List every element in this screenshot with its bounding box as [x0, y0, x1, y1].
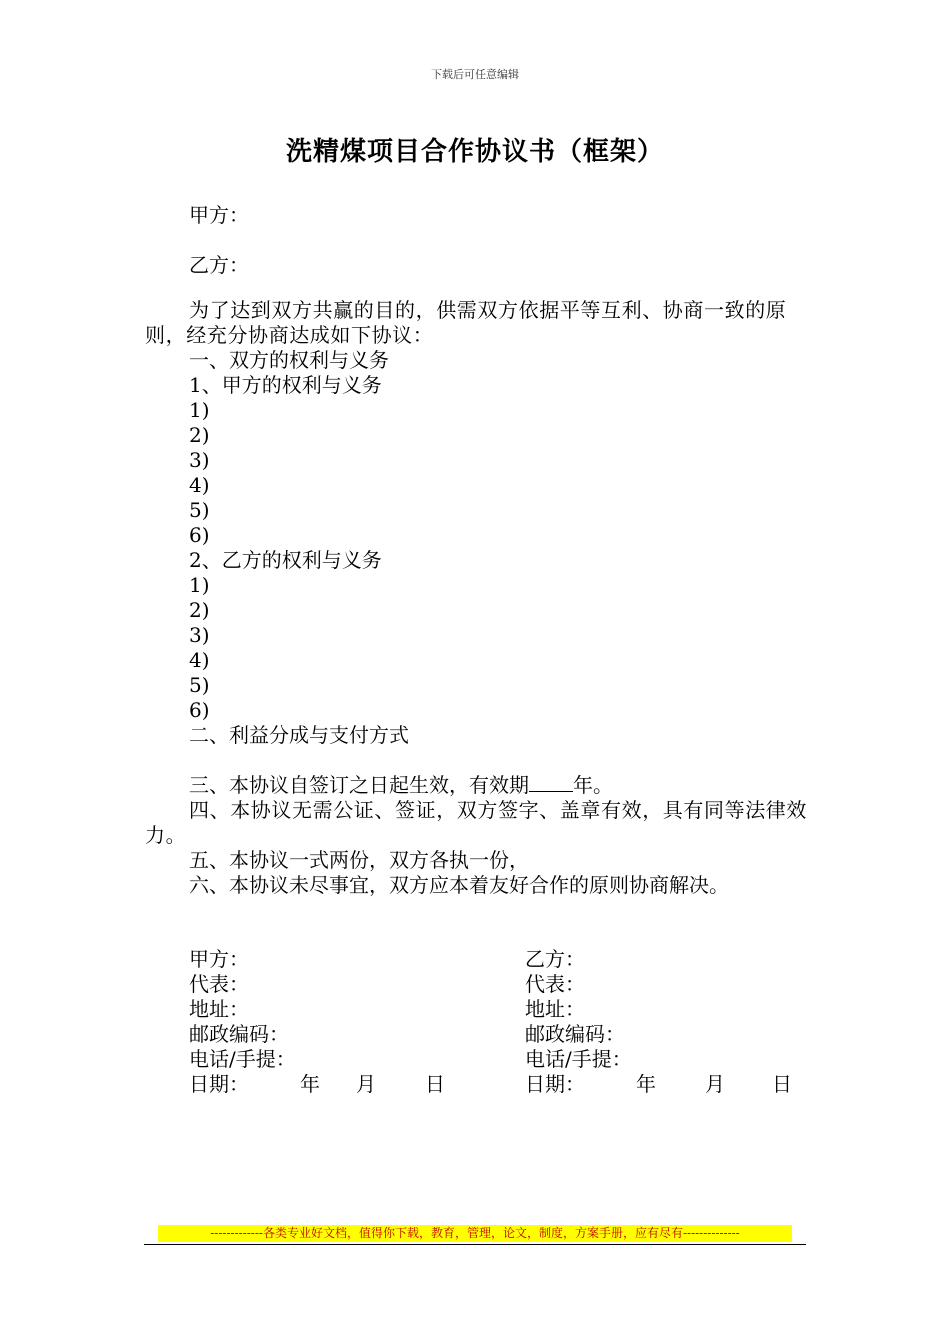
section-6: 六、本协议未尽事宜，双方应本着友好合作的原则协商解决。	[189, 873, 729, 897]
intro-paragraph: 为了达到双方共赢的目的，供需双方依据平等互利、协商一致的原则，经充分协商达成如下协议：	[145, 298, 787, 347]
list-item: 4)	[189, 473, 210, 497]
date-year: 年	[636, 1072, 656, 1096]
sig-postcode: 邮政编码：	[525, 1022, 625, 1046]
section-2-heading: 二、利益分成与支付方式	[189, 723, 409, 747]
subsection-2-heading: 2、乙方的权利与义务	[189, 548, 382, 572]
footer-banner: -------------各类专业好文档，值得你下载，教育，管理，论文，制度，方案手册，应有尽有--------------	[158, 1225, 792, 1242]
validity-years-blank	[529, 773, 573, 792]
sig-date	[189, 1072, 469, 1097]
sig-date	[525, 1072, 805, 1097]
sig-postcode: 邮政编码：	[189, 1022, 289, 1046]
party-b-label: 乙方：	[189, 253, 249, 277]
signature-block-party-a	[189, 947, 469, 1097]
list-item: 2)	[189, 423, 210, 447]
sig-phone: 电话/手提：	[189, 1047, 296, 1071]
section-3-text: 三、本协议自签订之日起生效，有效期	[189, 773, 529, 797]
sig-party: 甲方：	[189, 947, 249, 971]
party-a-label: 甲方：	[189, 203, 249, 227]
list-item: 6)	[189, 523, 210, 547]
list-item: 5)	[189, 498, 210, 522]
section-1-heading: 一、双方的权利与义务	[189, 348, 389, 372]
sig-address: 地址：	[189, 997, 249, 1021]
sig-address: 地址：	[525, 997, 585, 1021]
date-label: 日期：	[525, 1072, 585, 1096]
list-item: 5)	[189, 673, 210, 697]
header-note: 下载后可任意编辑	[431, 68, 519, 81]
sig-representative: 代表：	[525, 972, 585, 996]
date-month: 月	[705, 1072, 725, 1096]
signature-block-party-b	[525, 947, 805, 1097]
subsection-1-heading: 1、甲方的权利与义务	[189, 373, 382, 397]
date-label: 日期：	[189, 1072, 249, 1096]
list-item: 1)	[189, 573, 210, 597]
date-year: 年	[300, 1072, 320, 1096]
document-title: 洗精煤项目合作协议书（框架）	[285, 137, 664, 167]
section-4: 四、本协议无需公证、签证，双方签字、盖章有效，具有同等法律效力。	[145, 798, 807, 847]
sig-party: 乙方：	[525, 947, 585, 971]
agreement-body	[145, 298, 810, 898]
date-month: 月	[356, 1072, 376, 1096]
spacer	[145, 748, 810, 773]
date-day: 日	[425, 1072, 445, 1096]
list-item: 2)	[189, 598, 210, 622]
sig-representative: 代表：	[189, 972, 249, 996]
list-item: 1)	[189, 398, 210, 422]
list-item: 3)	[189, 623, 210, 647]
section-3	[145, 773, 810, 798]
list-item: 3)	[189, 448, 210, 472]
section-5: 五、本协议一式两份，双方各执一份，	[189, 848, 529, 872]
list-item: 4)	[189, 648, 210, 672]
list-item: 6)	[189, 698, 210, 722]
section-3-suffix: 年。	[573, 773, 613, 797]
sig-phone: 电话/手提：	[525, 1047, 632, 1071]
date-day: 日	[772, 1072, 792, 1096]
footer-divider	[144, 1244, 806, 1245]
